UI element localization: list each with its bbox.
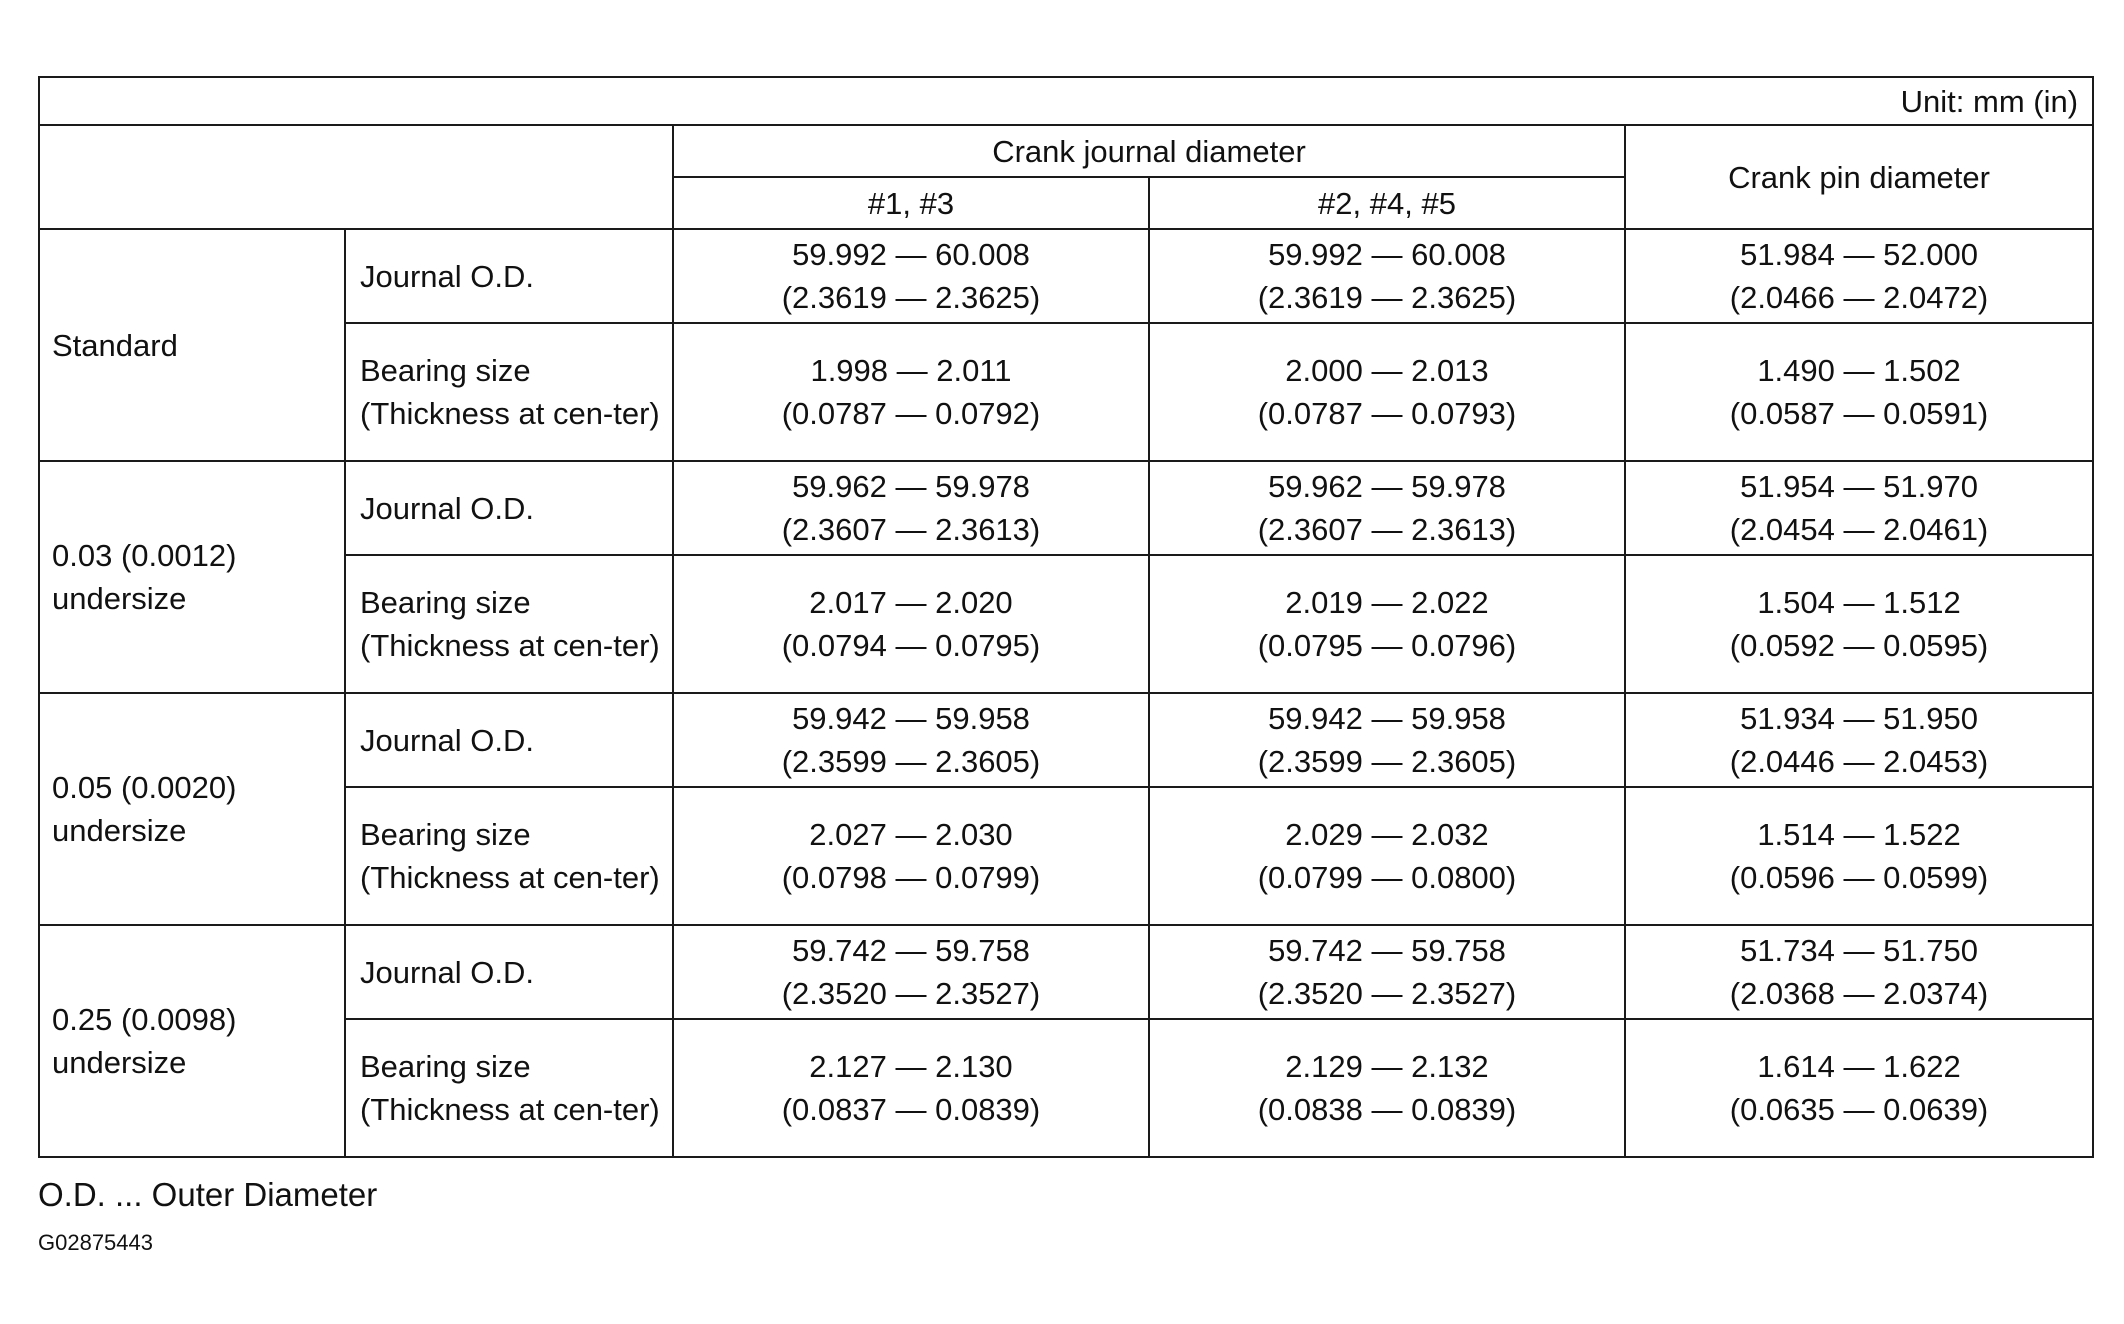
- value-mm: 2.129 — 2.132: [1285, 1049, 1489, 1084]
- journal-value-cell: [1149, 461, 1625, 555]
- value-in: (2.0466 — 2.0472): [1729, 280, 1989, 315]
- value-in: (0.0596 — 0.0599): [1729, 860, 1989, 895]
- journal-od-label: Journal O.D.: [345, 229, 673, 323]
- value-mm: 1.490 — 1.502: [1757, 353, 1961, 388]
- header-journal-diameter: Crank journal diameter: [673, 125, 1625, 177]
- header-col-2-4-5: #2, #4, #5: [1149, 177, 1625, 229]
- header-col-1-3: #1, #3: [673, 177, 1149, 229]
- bearing-value-cell: [673, 555, 1149, 693]
- value-in: (0.0635 — 0.0639): [1729, 1092, 1989, 1127]
- bearing-value-cell: [1625, 787, 2093, 925]
- journal-row: [39, 229, 2093, 323]
- value-in: (2.3607 — 2.3613): [781, 512, 1041, 547]
- bearing-row: [39, 323, 2093, 461]
- figure-code: G02875443: [38, 1230, 153, 1255]
- value-in: (0.0798 — 0.0799): [781, 860, 1041, 895]
- crank-spec-table: [38, 76, 2094, 1158]
- value-mm: 2.019 — 2.022: [1285, 585, 1489, 620]
- value-mm: 59.962 — 59.978: [792, 469, 1030, 504]
- journal-value-cell: [673, 229, 1149, 323]
- journal-value-cell: [1625, 461, 2093, 555]
- value-in: (2.0368 — 2.0374): [1729, 976, 1989, 1011]
- value-in: (0.0592 — 0.0595): [1729, 628, 1989, 663]
- value-mm: 1.514 — 1.522: [1757, 817, 1961, 852]
- value-mm: 2.000 — 2.013: [1285, 353, 1489, 388]
- value-mm: 51.984 — 52.000: [1740, 237, 1978, 272]
- header-blank-cell: [39, 125, 673, 229]
- value-mm: 59.742 — 59.758: [792, 933, 1030, 968]
- value-mm: 59.992 — 60.008: [792, 237, 1030, 272]
- value-in: (0.0787 — 0.0792): [781, 396, 1041, 431]
- group-label: Standard: [39, 229, 345, 461]
- value-in: (0.0838 — 0.0839): [1257, 1092, 1517, 1127]
- bearing-value-cell: [1149, 323, 1625, 461]
- value-mm: 2.027 — 2.030: [809, 817, 1013, 852]
- journal-value-cell: [673, 925, 1149, 1019]
- bearing-value-cell: [1625, 1019, 2093, 1157]
- bearing-value-cell: [673, 787, 1149, 925]
- footnote: O.D. ... Outer Diameter: [38, 1176, 378, 1213]
- group-label: 0.03 (0.0012) undersize: [39, 461, 345, 693]
- value-in: (2.0454 — 2.0461): [1729, 512, 1989, 547]
- value-in: (2.0446 — 2.0453): [1729, 744, 1989, 779]
- journal-value-cell: [673, 461, 1149, 555]
- header-pin-diameter: Crank pin diameter: [1625, 125, 2093, 229]
- bearing-size-label: Bearing size (Thickness at cen-ter): [345, 555, 673, 693]
- journal-value-cell: [1625, 693, 2093, 787]
- journal-od-label: Journal O.D.: [345, 693, 673, 787]
- value-in: (0.0587 — 0.0591): [1729, 396, 1989, 431]
- value-in: (2.3599 — 2.3605): [1257, 744, 1517, 779]
- value-in: (0.0837 — 0.0839): [781, 1092, 1041, 1127]
- bearing-value-cell: [1149, 555, 1625, 693]
- bearing-value-cell: [673, 1019, 1149, 1157]
- journal-row: [39, 693, 2093, 787]
- value-mm: 51.934 — 51.950: [1740, 701, 1978, 736]
- value-mm: 1.504 — 1.512: [1757, 585, 1961, 620]
- journal-value-cell: [1625, 229, 2093, 323]
- bearing-value-cell: [1149, 787, 1625, 925]
- value-in: (0.0787 — 0.0793): [1257, 396, 1517, 431]
- spec-document: [38, 76, 2092, 1255]
- value-mm: 59.942 — 59.958: [1268, 701, 1506, 736]
- value-in: (2.3619 — 2.3625): [1257, 280, 1517, 315]
- value-in: (2.3607 — 2.3613): [1257, 512, 1517, 547]
- value-mm: 51.734 — 51.750: [1740, 933, 1978, 968]
- bearing-size-label: Bearing size (Thickness at cen-ter): [345, 1019, 673, 1157]
- bearing-value-cell: [1625, 555, 2093, 693]
- value-mm: 59.742 — 59.758: [1268, 933, 1506, 968]
- journal-value-cell: [673, 693, 1149, 787]
- group-label: 0.05 (0.0020) undersize: [39, 693, 345, 925]
- journal-value-cell: [1625, 925, 2093, 1019]
- value-in: (0.0794 — 0.0795): [781, 628, 1041, 663]
- journal-od-label: Journal O.D.: [345, 925, 673, 1019]
- value-in: (2.3619 — 2.3625): [781, 280, 1041, 315]
- value-mm: 51.954 — 51.970: [1740, 469, 1978, 504]
- value-mm: 2.127 — 2.130: [809, 1049, 1013, 1084]
- value-in: (0.0795 — 0.0796): [1257, 628, 1517, 663]
- value-in: (2.3599 — 2.3605): [781, 744, 1041, 779]
- group-label: 0.25 (0.0098) undersize: [39, 925, 345, 1157]
- value-mm: 1.614 — 1.622: [1757, 1049, 1961, 1084]
- value-mm: 59.942 — 59.958: [792, 701, 1030, 736]
- value-in: (2.3520 — 2.3527): [781, 976, 1041, 1011]
- value-in: (0.0799 — 0.0800): [1257, 860, 1517, 895]
- value-mm: 59.962 — 59.978: [1268, 469, 1506, 504]
- bearing-row: [39, 1019, 2093, 1157]
- value-mm: 2.017 — 2.020: [809, 585, 1013, 620]
- bearing-value-cell: [1149, 1019, 1625, 1157]
- journal-value-cell: [1149, 693, 1625, 787]
- journal-od-label: Journal O.D.: [345, 461, 673, 555]
- bearing-size-label: Bearing size (Thickness at cen-ter): [345, 323, 673, 461]
- unit-label: Unit: mm (in): [39, 77, 2093, 125]
- bearing-row: [39, 555, 2093, 693]
- bearing-row: [39, 787, 2093, 925]
- journal-row: [39, 461, 2093, 555]
- value-mm: 1.998 — 2.011: [810, 353, 1012, 388]
- journal-row: [39, 925, 2093, 1019]
- value-mm: 59.992 — 60.008: [1268, 237, 1506, 272]
- value-mm: 2.029 — 2.032: [1285, 817, 1489, 852]
- bearing-value-cell: [673, 323, 1149, 461]
- value-in: (2.3520 — 2.3527): [1257, 976, 1517, 1011]
- journal-value-cell: [1149, 925, 1625, 1019]
- journal-value-cell: [1149, 229, 1625, 323]
- bearing-value-cell: [1625, 323, 2093, 461]
- bearing-size-label: Bearing size (Thickness at cen-ter): [345, 787, 673, 925]
